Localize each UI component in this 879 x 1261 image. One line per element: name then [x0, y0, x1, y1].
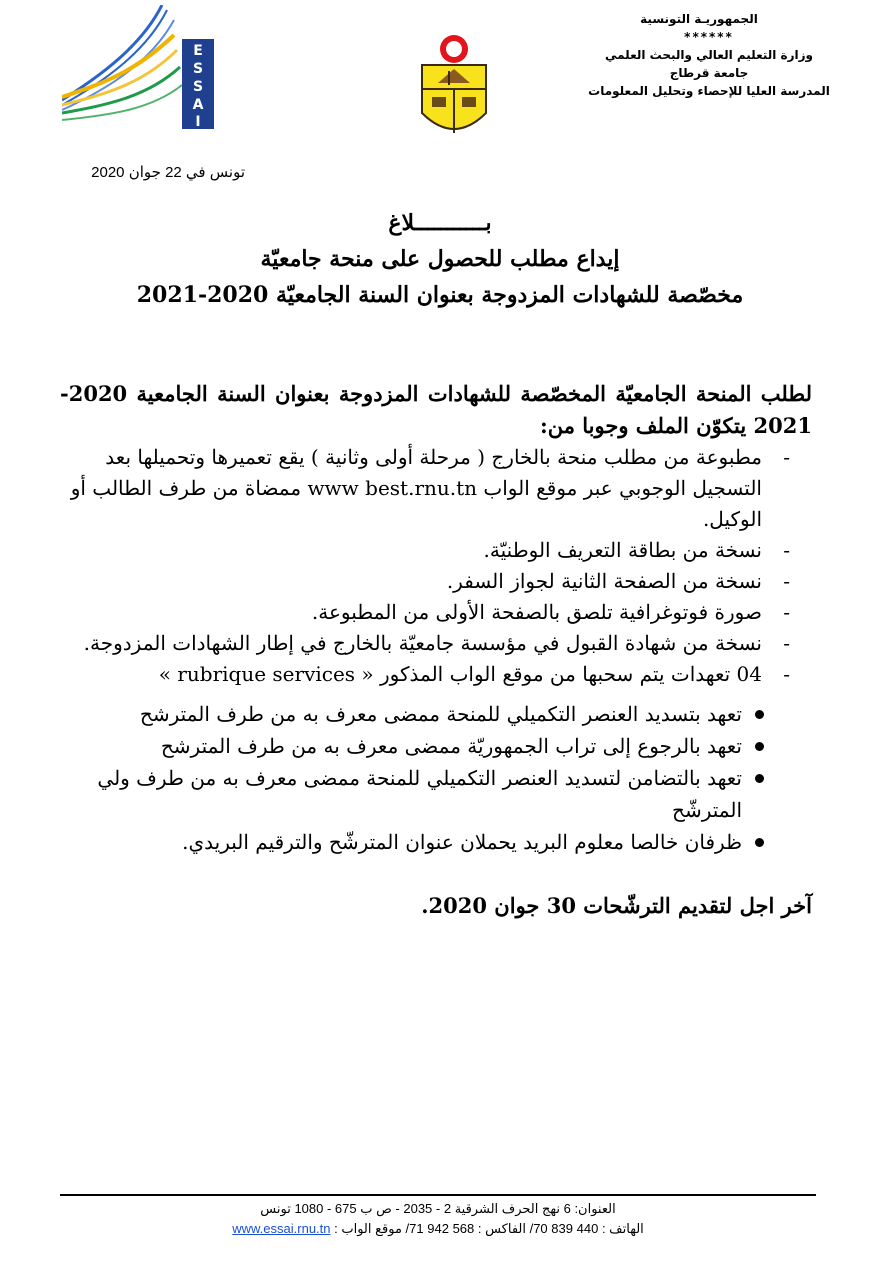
- required-documents-list: [60, 442, 812, 690]
- school-name: المدرسة العليا للإحصاء وتحليل المعلومات: [588, 84, 830, 98]
- bullet-icon: [755, 774, 764, 783]
- bullet-icon: [755, 838, 764, 847]
- republic-name: الجمهوريـة التونسية: [640, 12, 758, 26]
- list-item: - 04 تعهدات يتم سحبها من موقع الواب المذكور « rubrique services »: [158, 662, 790, 686]
- bullet-icon: [755, 710, 764, 719]
- tunisia-emblem: [418, 33, 490, 141]
- university-name: جامعة قرطاج: [669, 66, 749, 80]
- list-item: - نسخة من بطاقة التعريف الوطنيّة.: [483, 538, 790, 562]
- document-date: تونس في 22 جوان 2020: [91, 164, 245, 181]
- list-item: تعهد بالرجوع إلى تراب الجمهوريّة ممضى معرف به من طرف المترشح: [60, 730, 812, 762]
- svg-text:S: S: [192, 61, 204, 77]
- list-item: تعهد بتسديد العنصر التكميلي للمنحة ممضى معرف به من طرف المترشح: [60, 698, 812, 730]
- website-link[interactable]: www.essai.rnu.tn: [232, 1221, 331, 1236]
- list-item: - صورة فوتوغرافية تلصق بالصفحة الأولى من المطبوعة.: [311, 600, 790, 624]
- government-header: [579, 10, 839, 100]
- notice-subtitle-1: إيداع مطلب للحصول على منحة جامعيّة: [260, 246, 620, 272]
- svg-text:A: A: [192, 97, 204, 113]
- bullet-icon: [755, 742, 764, 751]
- footer: [60, 1199, 816, 1239]
- list-item: - نسخة من شهادة القبول في مؤسسة جامعيّة بالخارج في إطار الشهادات المزدوجة.: [83, 631, 790, 655]
- footer-contact: [60, 1219, 816, 1239]
- footer-address: العنوان: 6 نهج الحرف الشرقية 2 - 2035 - ص ب 675 - 1080 تونس: [260, 1201, 616, 1216]
- ministry-name: وزارة التعليم العالي والبحث العلمي: [604, 48, 814, 62]
- list-item: تعهد بالتضامن لتسديد العنصر التكميلي للمنحة ممضى معرف به من طرف ولي المترشّح: [60, 762, 812, 826]
- header-separator: ******: [684, 30, 734, 44]
- list-item: - مطبوعة من مطلب منحة بالخارج ( مرحلة أولى وثانية ) يقع تعميرها وتحميلها بعد التسجيل الوجوبي عبر موقع الواب www best.rnu.tn ممضاة من طرف الطالب أو الوكيل.: [70, 445, 790, 531]
- notice-subtitle-2: مخصّصة للشهادات المزدوجة بعنوان السنة الجامعيّة 2020-2021: [136, 282, 744, 308]
- intro-paragraph: لطلب المنحة الجامعيّة المخصّصة للشهادات المزدوجة بعنوان السنة الجامعية 2020-2021 يتكوّن الملف وجوبا من:: [60, 381, 812, 438]
- svg-text:E: E: [193, 43, 203, 59]
- footer-phone-fax: الهاتف : 440 839 70/ الفاكس : 568 942 71/ موقع الواب :: [334, 1221, 644, 1236]
- deadline-notice: آخر اجل لتقديم الترشّحات 30 جوان 2020.: [421, 893, 812, 918]
- notice-title: بـــــــــــلاغ: [388, 210, 492, 236]
- list-item: - نسخة من الصفحة الثانية لجواز السفر.: [446, 569, 790, 593]
- svg-text:S: S: [192, 79, 204, 95]
- list-item: ظرفان خالصا معلوم البريد يحملان عنوان المترشّح والترقيم البريدي.: [60, 826, 812, 858]
- svg-text:I: I: [195, 114, 201, 130]
- essai-logo: [62, 5, 214, 130]
- footer-divider: [60, 1194, 816, 1196]
- commitments-list: [60, 698, 812, 858]
